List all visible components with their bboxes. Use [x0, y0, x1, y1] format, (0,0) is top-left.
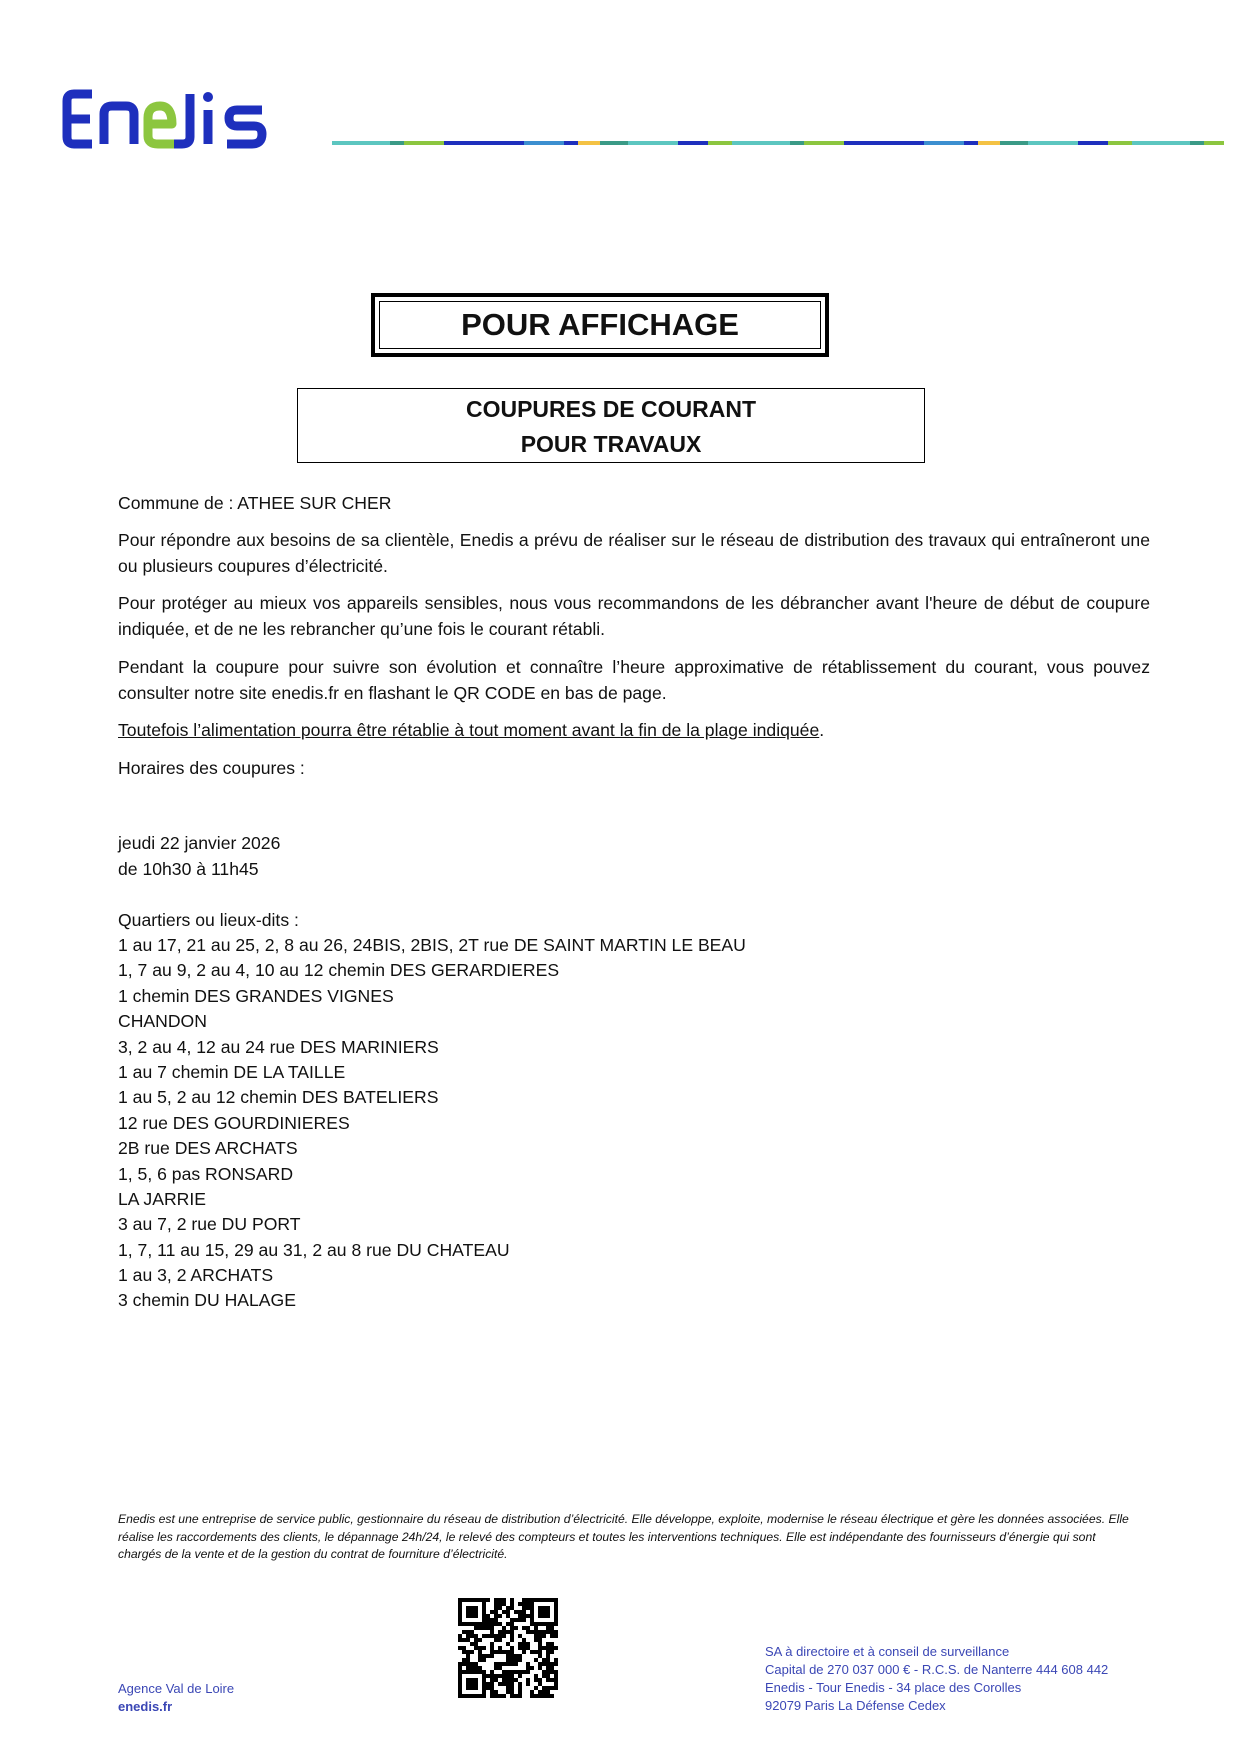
legal-notice: Enedis est une entreprise de service public, gestionnaire du réseau de distribution d’électricité. Elle développe, exploite, modernise le réseau électrique et gère les données associées. Elle réalise les raccordements des clients, le dépannage 24h/24, le relevé des compteurs et toutes les interventions techniques. Elle est indépendante des fournisseurs d’énergie qui sont chargés de la vente et de la gestion du contrat de fourniture d’électricité. — [118, 1512, 1129, 1561]
paragraph-follow: Pendant la coupure pour suivre son évolution et connaître l’heure approximative de rétablissement du courant, vous pouvez consulter notre site enedis.fr en flashant le QR CODE en bas de page. — [118, 657, 1150, 703]
area-item: 1 au 17, 21 au 25, 2, 8 au 26, 24BIS, 2BIS, 2T rue DE SAINT MARTIN LE BEAU — [118, 935, 746, 955]
area-item: 12 rue DES GOURDINIERES — [118, 1112, 350, 1133]
enedis-logo — [62, 86, 322, 152]
qr-pattern — [458, 1598, 558, 1698]
area-item: 1 au 5, 2 au 12 chemin DES BATELIERS — [118, 1087, 439, 1108]
agency-name: Agence Val de Loire — [118, 1681, 235, 1696]
warning-period: . — [819, 720, 825, 740]
area-item: 1, 5, 6 pas RONSARD — [118, 1163, 294, 1184]
display-notice-label: POUR AFFICHAGE — [379, 301, 821, 349]
notice-title-line1: COUPURES DE COURANT — [465, 396, 757, 422]
area-item: 1, 7 au 9, 2 au 4, 10 au 12 chemin DES GERARDIERES — [118, 960, 560, 981]
area-item: 1 au 3, 2 ARCHATS — [118, 1265, 274, 1286]
company-line: Enedis - Tour Enedis - 34 place des Corolles — [765, 1680, 1022, 1695]
qr-code[interactable] — [458, 1598, 558, 1698]
commune: Commune de : ATHEE SUR CHER — [118, 493, 392, 513]
area-item: CHANDON — [118, 1011, 207, 1032]
schedule-label: Horaires des coupures : — [118, 758, 305, 778]
agency-block — [118, 1680, 234, 1716]
brand-color-rule — [332, 141, 1235, 145]
company-line: Capital de 270 037 000 € - R.C.S. de Nanterre 444 608 442 — [765, 1662, 1109, 1677]
paragraph-warning — [118, 718, 1150, 744]
display-notice-box — [371, 293, 829, 357]
warning-text: Toutefois l’alimentation pourra être rétablie à tout moment avant la fin de la plage indiquée — [118, 720, 820, 740]
area-item: 3, 2 au 4, 12 au 24 rue DES MARINIERS — [118, 1036, 439, 1057]
area-item: 2B rue DES ARCHATS — [118, 1138, 298, 1159]
area-item: 3 chemin DU HALAGE — [118, 1290, 296, 1311]
company-line: SA à directoire et à conseil de surveillance — [765, 1644, 1010, 1659]
area-item: 1 au 7 chemin DE LA TAILLE — [118, 1061, 346, 1082]
area-item: 1 chemin DES GRANDES VIGNES — [118, 985, 394, 1006]
area-item: 3 au 7, 2 rue DU PORT — [118, 1214, 301, 1235]
notice-title-line2: POUR TRAVAUX — [520, 431, 702, 457]
company-info — [765, 1643, 1108, 1715]
notice-title-box — [297, 388, 925, 463]
paragraph-protect: Pour protéger au mieux vos appareils sensibles, nous vous recommandons de les débrancher avant l'heure de début de coupure indiquée, et de ne les rebrancher qu’une fois le courant rétabli. — [118, 593, 1150, 639]
outage-date: jeudi 22 janvier 2026 — [118, 833, 281, 853]
website-link[interactable]: enedis.fr — [118, 1699, 173, 1714]
area-item: 1, 7, 11 au 15, 29 au 31, 2 au 8 rue DU CHATEAU — [118, 1239, 510, 1260]
area-item: LA JARRIE — [118, 1188, 207, 1209]
outage-time: de 10h30 à 11h45 — [118, 859, 259, 879]
paragraph-intro: Pour répondre aux besoins de sa clientèle, Enedis a prévu de réaliser sur le réseau de distribution des travaux qui entraîneront une ou plusieurs coupures d’électricité. — [118, 530, 1150, 576]
areas-list — [118, 933, 1150, 1314]
areas-label: Quartiers ou lieux-dits : — [118, 910, 299, 930]
company-line: 92079 Paris La Défense Cedex — [765, 1698, 946, 1713]
